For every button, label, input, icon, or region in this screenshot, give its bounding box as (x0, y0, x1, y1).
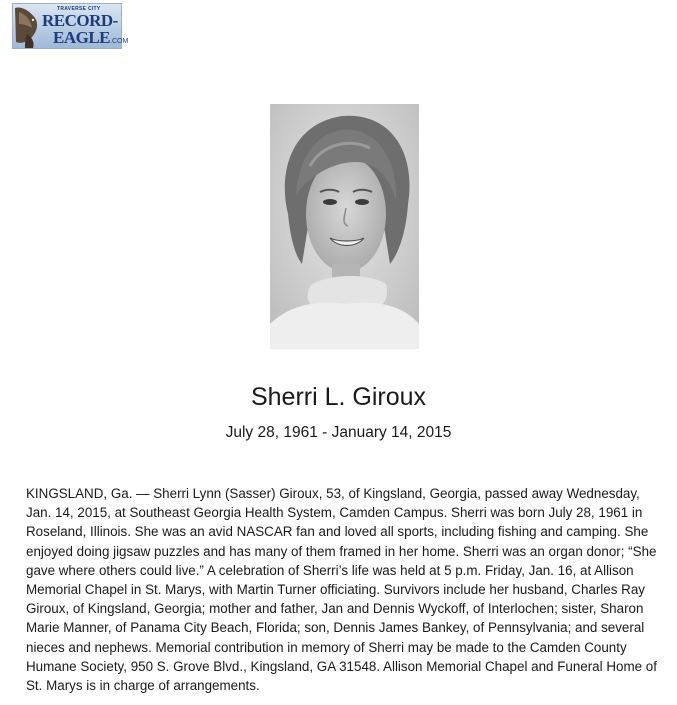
logo-small-text: TRAVERSE CITY (57, 6, 101, 12)
portrait-image (270, 104, 419, 349)
logo-eagle-line (53, 28, 128, 48)
portrait-photo (270, 104, 419, 349)
logo-record-text: RECORD- (42, 11, 118, 30)
logo-com-text: .COM (110, 38, 129, 45)
life-dates: July 28, 1961 - January 14, 2015 (225, 424, 452, 441)
obituary-text: KINGSLAND, Ga. — Sherri Lynn (Sasser) Giroux, 53, of Kingsland, Georgia, passed away Wednesday, Jan. 14, 2015, at Southeast Georgia Health System, Camden Campus. Sherri was born July 28, 1961 in Roseland, Illinois. She was an avid NASCAR fan and loved all sports, including fishing and camping. She enjoyed doing jigsaw puzzles and has many of them framed in her home. Sherri was an organ donor; “She gave where others could live.” A celebration of Sherri’s life was held at 5 p.m. Friday, Jan. 16, at Allison Memorial Chapel in St. Marys, with Martin Turner officiating. Survivors include her husband, Charles Ray Giroux, of Kingsland, Georgia; mother and father, Jan and Dennis Wyckoff, of Interlochen; sister, Sharon Marie Manner, of Panama City Beach, Florida; son, Dennis James Bankey, of Pennsylvania; and several nieces and nephews. Memorial contribution in memory of Sherri may be made to the Camden County Humane Society, 950 S. Grove Blvd., Kingsland, GA 31548. Allison Memorial Chapel and Funeral Home of St. Marys is in charge of arrangements. (26, 486, 657, 694)
logo-eagle-text: EAGLE (53, 28, 111, 47)
deceased-name: Sherri L. Giroux (250, 383, 427, 411)
record-eagle-logo[interactable] (12, 3, 129, 49)
